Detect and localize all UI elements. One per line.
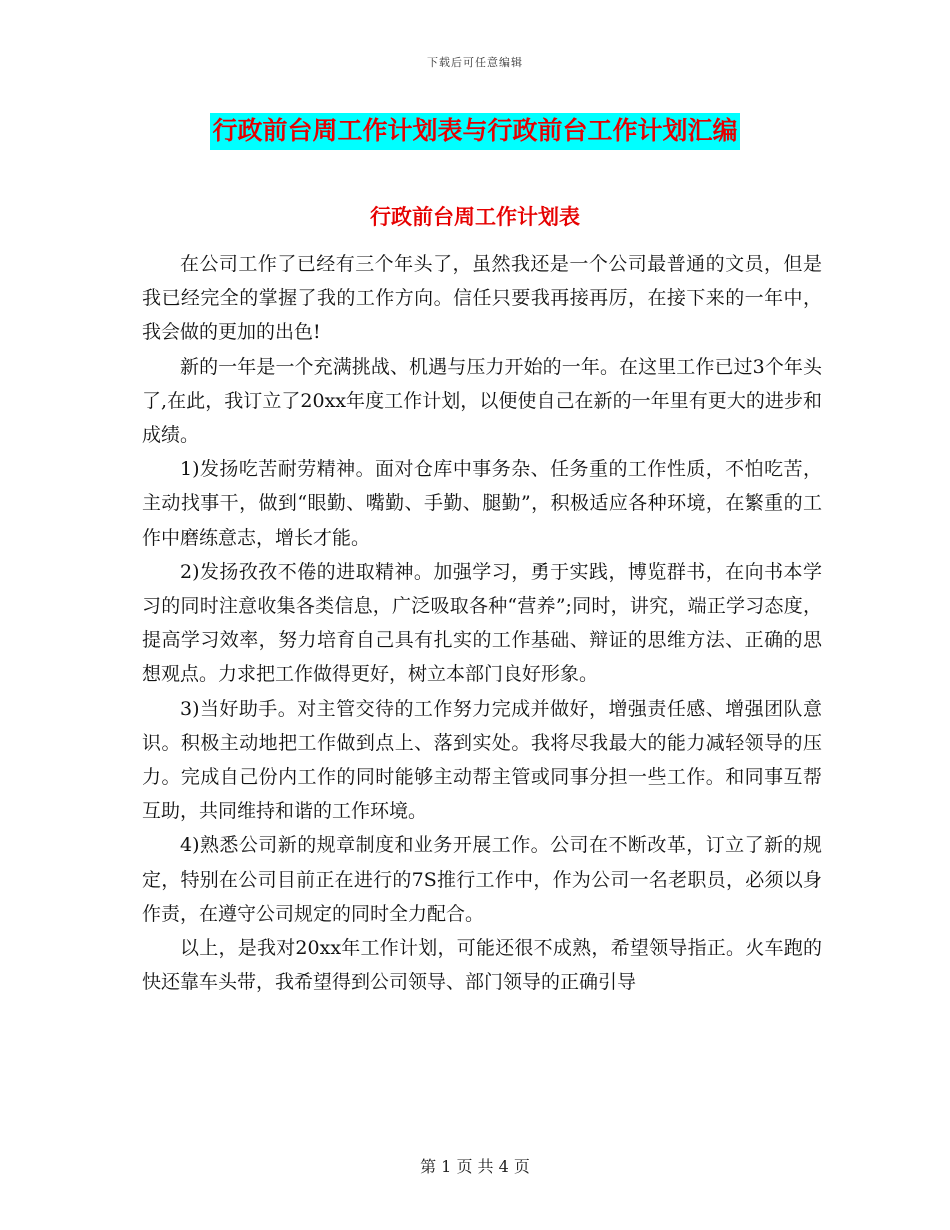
section-title: 行政前台周工作计划表 — [370, 204, 580, 229]
paragraph: 4)熟悉公司新的规章制度和业务开展工作。公司在不断改革，订立了新的规定，特别在公司目前正在进行的7S推行工作中，作为公司一名老职员，必须以身作责，在遵守公司规定的同时全力配合。 — [142, 834, 822, 925]
paragraph: 新的一年是一个充满挑战、机遇与压力开始的一年。在这里工作已过3个年头了,在此，我订立了20xx年度工作计划，以便使自己在新的一年里有更大的进步和成绩。 — [142, 355, 822, 447]
paragraph: 2)发扬孜孜不倦的进取精神。加强学习，勇于实践，博览群书，在向书本学习的同时注意收集各类信息，广泛吸取各种“营养”;同时，讲究，端正学习态度，提高学习效率，努力培育自己具有扎实的工作基础、辩证的思维方法、正确的思想观点。力求把工作做得更好，树立本部门良好形象。 — [142, 560, 822, 686]
paragraph: 以上，是我对20xx年工作计划，可能还很不成熟，希望领导指正。火车跑的快还靠车头带，我希望得到公司领导、部门领导的正确引导 — [142, 937, 822, 994]
paragraph: 3)当好助手。对主管交待的工作努力完成并做好，增强责任感、增强团队意识。积极主动地把工作做到点上、落到实处。我将尽我最大的能力减轻领导的压力。完成自己份内工作的同时能够主动帮主管或同事分担一些工作。和同事互帮互助，共同维持和谐的工作环境。 — [142, 697, 822, 823]
page-number: 第 1 页 共 4 页 — [420, 1157, 530, 1176]
paragraph: 1)发扬吃苦耐劳精神。面对仓库中事务杂、任务重的工作性质，不怕吃苦，主动找事干，做到“眼勤、嘴勤、手勤、腿勤”，积极适应各种环境，在繁重的工作中磨练意志，增长才能。 — [142, 458, 822, 549]
main-title: 行政前台周工作计划表与行政前台工作计划汇编 — [210, 113, 739, 150]
main-title-container — [0, 113, 950, 150]
document-body — [142, 247, 822, 999]
paragraph: 在公司工作了已经有三个年头了，虽然我还是一个公司最普通的文员，但是我已经完全的掌握了我的工作方向。信任只要我再接再厉，在接下来的一年中，我会做的更加的出色! — [142, 253, 822, 344]
header-note: 下载后可任意编辑 — [427, 56, 523, 69]
